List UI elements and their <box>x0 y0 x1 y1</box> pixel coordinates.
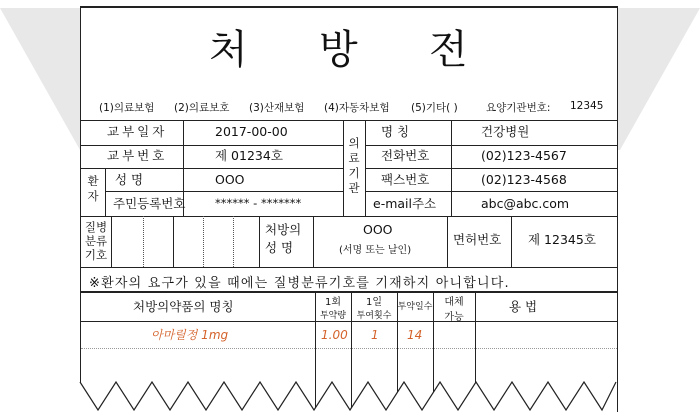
rule <box>105 168 106 216</box>
label-char: 관 <box>348 181 360 195</box>
drug-daily-count: 1 <box>371 328 379 342</box>
rule <box>343 120 344 216</box>
insurance-option: (5)기타( ) <box>411 102 458 114</box>
drug-days: 14 <box>407 328 423 342</box>
days-header: 투약일수 <box>397 302 433 312</box>
clinic-section-label <box>346 136 362 196</box>
torn-edge <box>0 370 700 415</box>
insurance-option: (4)자동차보험 <box>324 102 390 114</box>
rule <box>447 216 448 267</box>
clinic-fax-label: 팩스번호 <box>381 172 430 187</box>
institution-code-label: 요양기관번호: <box>486 102 551 114</box>
rule <box>81 145 343 146</box>
clinic-fax-value: (02)123-4568 <box>481 172 567 187</box>
notice-text: ※환자의 요구가 있을 때에는 질병분류기호를 기재하지 아니합니다. <box>89 276 510 291</box>
rule <box>259 216 260 267</box>
rule <box>451 120 452 216</box>
patient-rrn-label: 주민등록번호 <box>113 196 186 211</box>
rule <box>511 216 512 267</box>
label-char: 기 <box>348 166 360 180</box>
clinic-phone-label: 전화번호 <box>381 148 430 163</box>
rule <box>81 120 617 121</box>
substitute-header <box>433 293 475 323</box>
usage-header: 용 법 <box>509 299 538 314</box>
insurance-option: (1)의료보험 <box>99 102 155 114</box>
rule <box>313 216 314 267</box>
title-char: 방 <box>319 27 358 73</box>
rule <box>203 216 204 267</box>
signature-note: (서명 또는 날인) <box>339 245 412 256</box>
drug-dose: 1.00 <box>321 328 348 342</box>
label-char: 환 <box>87 174 99 188</box>
rule <box>143 216 144 267</box>
label-char: 자 <box>87 189 99 203</box>
title-char: 전 <box>429 27 468 73</box>
dose-header <box>315 293 351 321</box>
drug-name-header: 처방의약품의 명칭 <box>133 299 234 314</box>
drug-name: 아마릴정 1mg <box>151 328 229 342</box>
rule <box>81 168 343 169</box>
patient-section-label <box>85 174 101 204</box>
prescriber-label-line1: 처방의 <box>265 222 302 237</box>
insurance-option: (3)산재보험 <box>249 102 305 114</box>
issue-number-value: 제 01234호 <box>215 148 283 163</box>
patient-name-value: OOO <box>215 172 245 187</box>
label-char: 분류 <box>84 234 108 248</box>
license-value: 제 12345호 <box>528 232 596 247</box>
issue-date-label: 교부일자 <box>107 124 168 139</box>
rule <box>365 120 366 216</box>
label-char: 료 <box>348 151 360 165</box>
rule <box>173 216 174 267</box>
clinic-email-label: e-mail주소 <box>373 196 437 211</box>
title-char: 처 <box>209 27 248 73</box>
header-line: 투여횟수 <box>356 311 392 321</box>
rule <box>365 168 617 169</box>
institution-code: 12345 <box>570 100 604 112</box>
issue-date-value: 2017-00-00 <box>215 124 288 139</box>
prescriber-name: OOO <box>363 222 393 237</box>
patient-rrn-value: ****** - ******* <box>215 196 302 210</box>
clinic-email-value: abc@abc.com <box>481 196 570 211</box>
rule <box>365 145 617 146</box>
label-char: 기호 <box>84 248 108 262</box>
daily-count-header <box>351 293 397 321</box>
label-char: 질병 <box>84 220 108 234</box>
header-line: 대체 <box>444 297 464 308</box>
prescription-form <box>80 6 618 412</box>
header-line: 가능 <box>444 312 464 323</box>
rule <box>111 216 112 267</box>
header-line: 투약량 <box>319 311 347 321</box>
patient-name-label: 성 명 <box>115 172 144 187</box>
clinic-name-label: 명 칭 <box>381 124 410 139</box>
rule <box>233 216 234 267</box>
disease-code-label <box>83 220 109 262</box>
label-char: 의 <box>348 136 360 150</box>
prescriber-label-line2: 성 명 <box>265 240 294 255</box>
issue-number-label: 교부번호 <box>107 148 168 163</box>
rule <box>81 321 617 322</box>
clinic-phone-value: (02)123-4567 <box>481 148 567 163</box>
insurance-option: (2)의료보호 <box>174 102 230 114</box>
rule <box>105 191 343 192</box>
rule <box>81 216 617 217</box>
header-line: 1회 <box>324 297 342 308</box>
row-guide <box>81 348 617 349</box>
clinic-name-value: 건강병원 <box>481 124 530 139</box>
license-label: 면허번호 <box>453 232 502 247</box>
header-line: 1일 <box>365 297 383 308</box>
rule <box>365 191 617 192</box>
rule <box>81 267 617 268</box>
